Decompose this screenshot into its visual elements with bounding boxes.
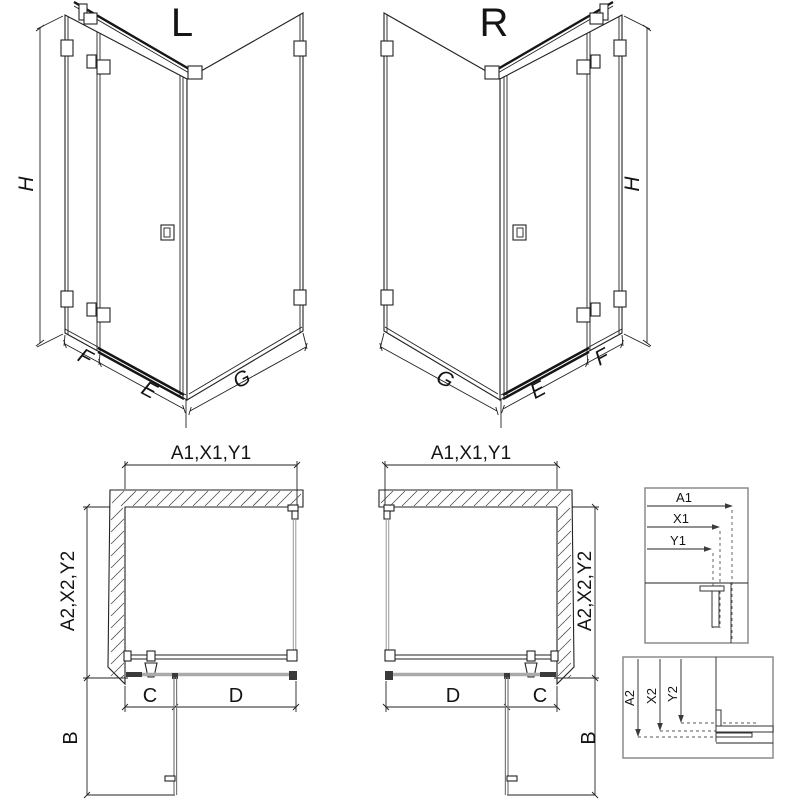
dim-label-height-left: H — [15, 176, 38, 192]
dim-label-e-right: E — [526, 376, 550, 404]
detail-label-x1: X1 — [673, 511, 689, 526]
dim-label-width-right: A1,X1,Y1 — [430, 443, 512, 464]
dim-label-height-right: H — [621, 176, 644, 192]
variant-label-right: R — [479, 1, 509, 45]
detail-label-a2: A2 — [622, 690, 637, 706]
dim-label-c-right: C — [532, 685, 548, 707]
dim-label-c-left: C — [142, 685, 158, 707]
detail-box-depth-dims — [622, 657, 773, 758]
dim-label-depth-right: A2,X2,Y2 — [575, 550, 596, 632]
detail-label-a1: A1 — [676, 490, 692, 505]
dim-label-width-left: A1,X1,Y1 — [170, 443, 252, 464]
dim-label-depth-left: A2,X2,Y2 — [58, 550, 79, 632]
dim-label-b-left: B — [60, 731, 82, 745]
detail-label-y1: Y1 — [670, 533, 686, 548]
dim-label-f-left: F — [73, 344, 97, 371]
dim-label-b-right: B — [578, 731, 600, 745]
dim-label-e-left: E — [137, 376, 161, 404]
detail-label-x2: X2 — [644, 688, 659, 704]
dim-label-d-right: D — [445, 685, 461, 707]
plan-view-left — [83, 461, 303, 798]
dim-label-g-right: G — [432, 365, 458, 394]
dim-label-f-right: F — [590, 344, 614, 371]
dim-label-g-left: G — [229, 365, 255, 394]
dim-label-d-left: D — [228, 685, 244, 707]
detail-box-width-dims — [645, 488, 748, 643]
detail-label-y2: Y2 — [665, 686, 680, 702]
wall-hatching — [111, 491, 571, 678]
variant-label-left: L — [170, 1, 194, 45]
